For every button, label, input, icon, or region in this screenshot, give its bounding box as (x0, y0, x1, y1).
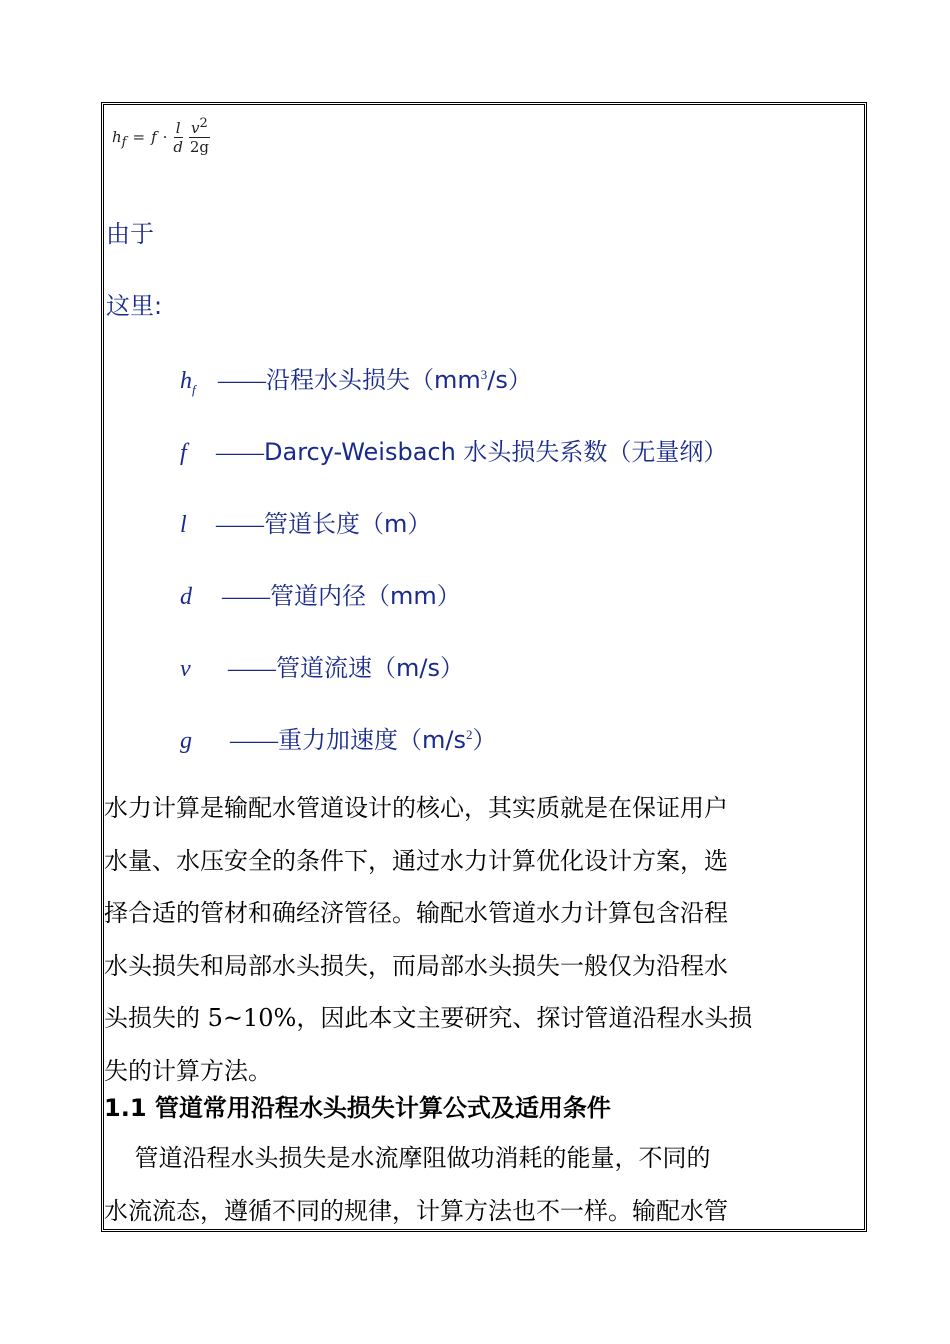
lead-here: 这里: (106, 292, 163, 320)
formula-frac2-den: 2g (189, 137, 209, 156)
formula-lhs: h (112, 128, 122, 146)
def-symbol: v (180, 656, 191, 682)
def-dash: —— (222, 584, 270, 610)
paragraph-head-loss (104, 1132, 856, 1237)
formula-equals: = (132, 128, 146, 146)
def-text: Darcy-Weisbach 水头损失系数（无量纲） (264, 438, 728, 466)
paragraph-line: 水力计算是输配水管道设计的核心，其实质就是在保证用户 (104, 794, 728, 822)
definition-g (180, 720, 496, 755)
definition-v (180, 648, 464, 683)
definition-l (180, 504, 431, 539)
definition-d (180, 576, 461, 611)
def-sup: 3 (480, 367, 488, 382)
def-sup: 2 (465, 727, 473, 742)
paragraph-line: 管道沿程水头损失是水流摩阻做功消耗的能量，不同的 (104, 1144, 711, 1172)
formula-frac1-den: d (173, 137, 184, 156)
def-text: 沿程水头损失（mm (266, 366, 481, 394)
def-dash: —— (216, 440, 264, 466)
darcy-weisbach-formula (112, 110, 210, 164)
paragraph-line: 失的计算方法。 (104, 1056, 272, 1085)
def-dash: —— (230, 728, 278, 754)
formula-fraction-l-d (173, 119, 183, 156)
def-symbol: l (180, 512, 187, 538)
formula-dot: · (162, 128, 168, 146)
paragraph-hydraulic-calculation (104, 782, 856, 1097)
paragraph-line: 水量、水压安全的条件下，通过水力计算优化设计方案，选 (104, 846, 728, 875)
formula-fraction-v2-2g (189, 115, 210, 156)
def-tail: ） (472, 726, 497, 754)
formula-frac2-sup: 2 (199, 115, 208, 131)
paragraph-line: 头损失的 5~10%，因此本文主要研究、探讨管道沿程水头损 (104, 1004, 753, 1032)
def-tail: /s） (487, 366, 532, 394)
definition-hf (180, 360, 532, 395)
paragraph-line: 水流流态，遵循不同的规律，计算方法也不一样。输配水管 (104, 1196, 728, 1225)
formula-frac1-num: l (175, 118, 181, 137)
def-dash: —— (218, 368, 266, 394)
def-symbol: f (180, 440, 187, 466)
paragraph-line: 水头损失和局部水头损失，而局部水头损失一般仅为沿程水 (104, 951, 728, 980)
formula-f: f (151, 128, 157, 146)
def-symbol: h (180, 368, 192, 394)
def-symbol: g (180, 728, 192, 754)
paragraph-line: 择合适的管材和确经济管径。输配水管道水力计算包含沿程 (104, 899, 728, 927)
def-dash: —— (216, 512, 264, 538)
def-text: 管道内径（mm） (270, 582, 461, 610)
formula-frac2-num: v (191, 118, 200, 137)
def-text: 管道长度（m） (264, 510, 432, 538)
formula-lhs-sub: f (121, 135, 127, 150)
section-heading: 1.1 管道常用沿程水头损失计算公式及适用条件 (104, 1094, 611, 1122)
lead-since: 由于 (106, 220, 154, 248)
def-dash: —— (228, 656, 276, 682)
definition-f (180, 432, 727, 467)
def-symbol-sub: f (192, 381, 196, 397)
def-text: 重力加速度（m/s (278, 726, 466, 754)
def-symbol: d (180, 584, 192, 610)
def-text: 管道流速（m/s） (276, 654, 464, 682)
